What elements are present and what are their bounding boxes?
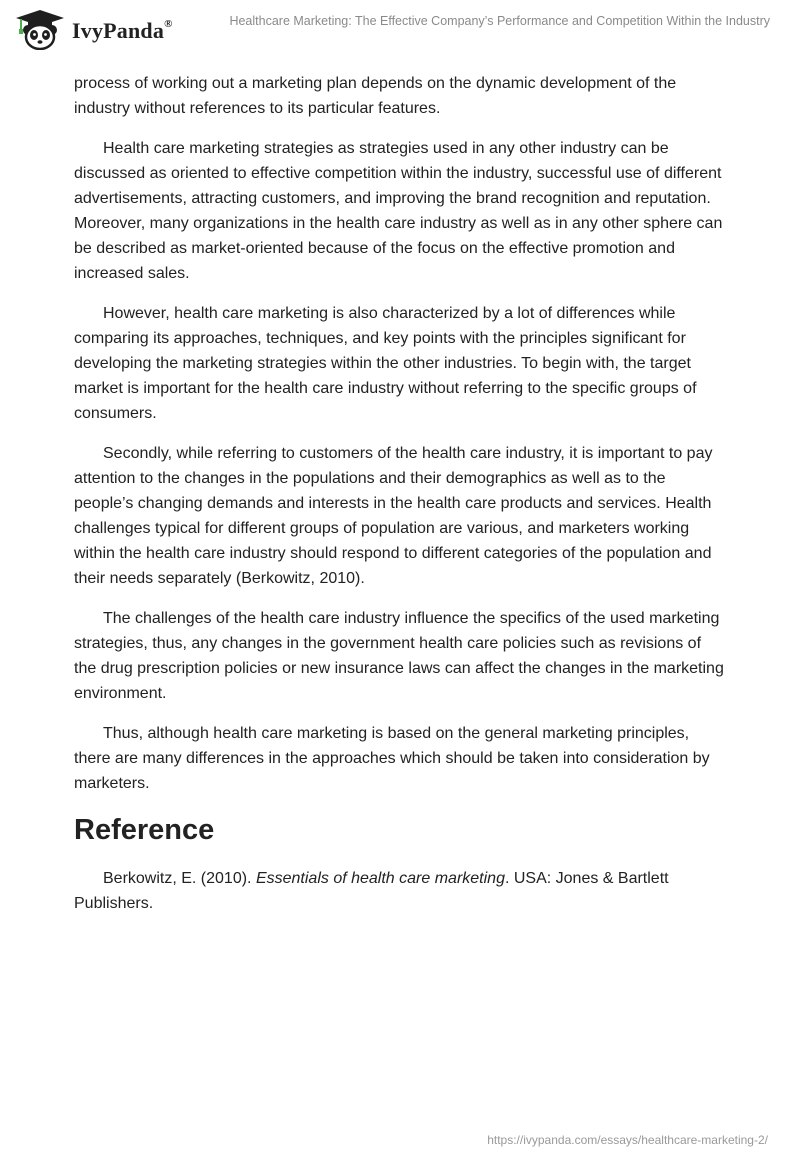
document-title: Healthcare Marketing: The Effective Company’s Performance and Competition Within the Industry [229, 14, 770, 28]
reference-heading: Reference [74, 814, 215, 846]
brand-name: IvyPanda® [72, 17, 173, 43]
registered-mark: ® [164, 17, 173, 30]
source-url[interactable]: https://ivypanda.com/essays/healthcare-marketing-2/ [487, 1133, 768, 1147]
reference-book-title: Essentials of health care marketing [255, 870, 505, 887]
paragraph: Thus, although health care marketing is based on the general marketing principles, there are many differences in the approaches which should be taken into consideration by marketers. [74, 725, 710, 792]
essay-body [74, 71, 726, 931]
paragraph: Health care marketing strategies as strategies used in any other industry can be discussed as oriented to effective competition within the industry, successful use of different advertisements, attracting customers, and improving the brand recognition and reputation. Moreover, many organizations in the health care industry as well as in any other sphere can be described as market-oriented because of the focus on the effective promotion and increased sales. [74, 140, 723, 282]
paragraph: process of working out a marketing plan depends on the dynamic development of the industry without references to its particular features. [74, 75, 677, 117]
paragraph: Secondly, while referring to customers of the health care industry, it is important to pay attention to the changes in the populations and their demographics as well as to the people’s changing demands and interests in the health care products and services. Health challenges typical for different groups of population are various, and marketers working within the health care industry should respond to different categories of the population and their needs separately (Berkowitz, 2010). [74, 445, 713, 587]
page-header [0, 0, 800, 60]
paragraph: The challenges of the health care industry influence the specifics of the used marketing strategies, thus, any changes in the government health care policies such as revisions of the drug prescription policies or new insurance laws can affect the changes in the marketing environment. [74, 610, 724, 702]
paragraph: However, health care marketing is also characterized by a lot of differences while comparing its approaches, techniques, and key points with the principles significant for developing the marketing strategies within the other industries. To begin with, the target market is important for the health care industry without referring to the specific groups of consumers. [74, 305, 697, 422]
panda-graduate-icon [14, 8, 66, 50]
reference-publisher: . USA: Jones & Bartlett Publishers. [74, 870, 669, 912]
reference-entry [74, 866, 726, 916]
reference-author: Berkowitz, E. (2010). [103, 870, 256, 887]
ivypanda-logo[interactable] [14, 8, 173, 50]
